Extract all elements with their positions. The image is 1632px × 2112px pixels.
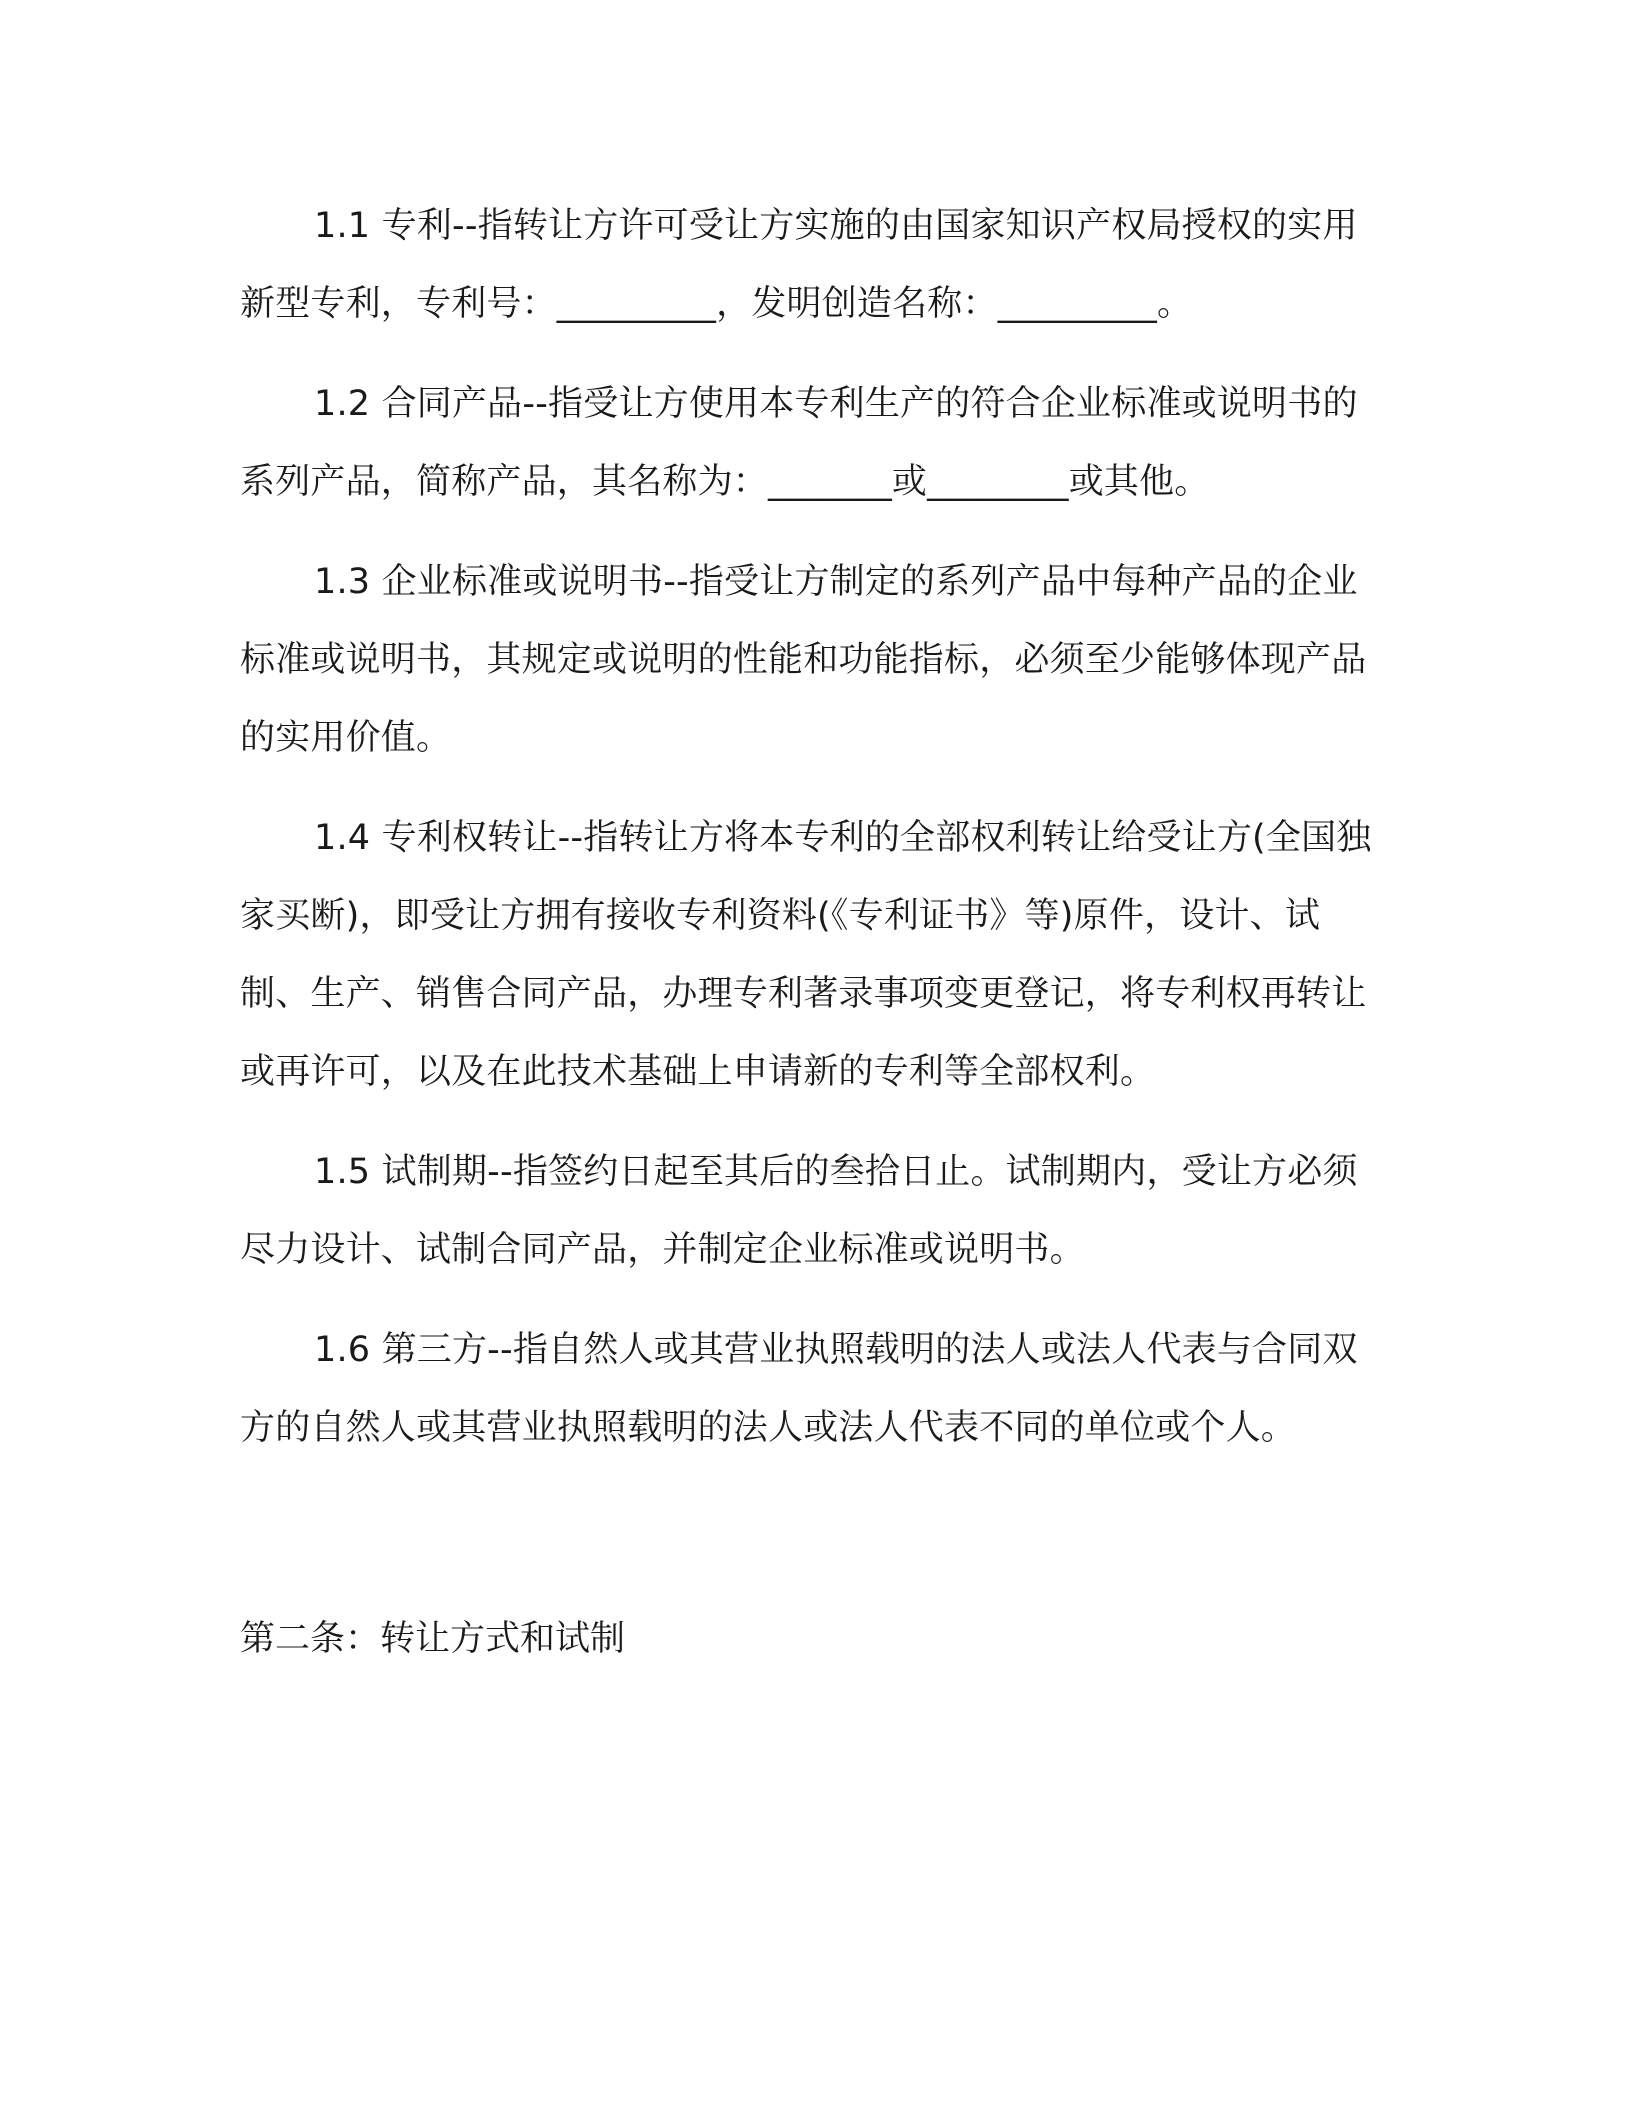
clause-1-4: 1.4 专利权转让--指转让方将本专利的全部权利转让给受让方(全国独家买断)，即受让方拥有接收专利资料(《专利证书》等)原件，设计、试制、生产、销售合同产品，办理专利著录事项变更登记，将专利权再转让或再许可，以及在此技术基础上申请新的专利等全部权利。	[240, 818, 1372, 1092]
clause-1-2: 1.2 合同产品--指受让方使用本专利生产的符合企业标准或说明书的系列产品，简称产品，其名称为：_______或________或其他。	[240, 384, 1358, 502]
clause-1-6: 1.6 第三方--指自然人或其营业执照载明的法人或法人代表与合同双方的自然人或其营业执照载明的法人或法人代表不同的单位或个人。	[240, 1330, 1358, 1448]
section-heading-article-2: 第二条：转让方式和试制	[240, 1619, 626, 1659]
clause-1-1: 1.1 专利--指转让方许可受让方实施的由国家知识产权局授权的实用新型专利，专利号：_________，发明创造名称：_________。	[240, 206, 1358, 324]
clause-1-5: 1.5 试制期--指签约日起至其后的叁拾日止。试制期内，受让方必须尽力设计、试制合同产品，并制定企业标准或说明书。	[240, 1152, 1358, 1270]
clause-1-3: 1.3 企业标准或说明书--指受让方制定的系列产品中每种产品的企业标准或说明书，其规定或说明的性能和功能指标，必须至少能够体现产品的实用价值。	[240, 562, 1367, 758]
definitions-body	[240, 187, 1380, 1489]
